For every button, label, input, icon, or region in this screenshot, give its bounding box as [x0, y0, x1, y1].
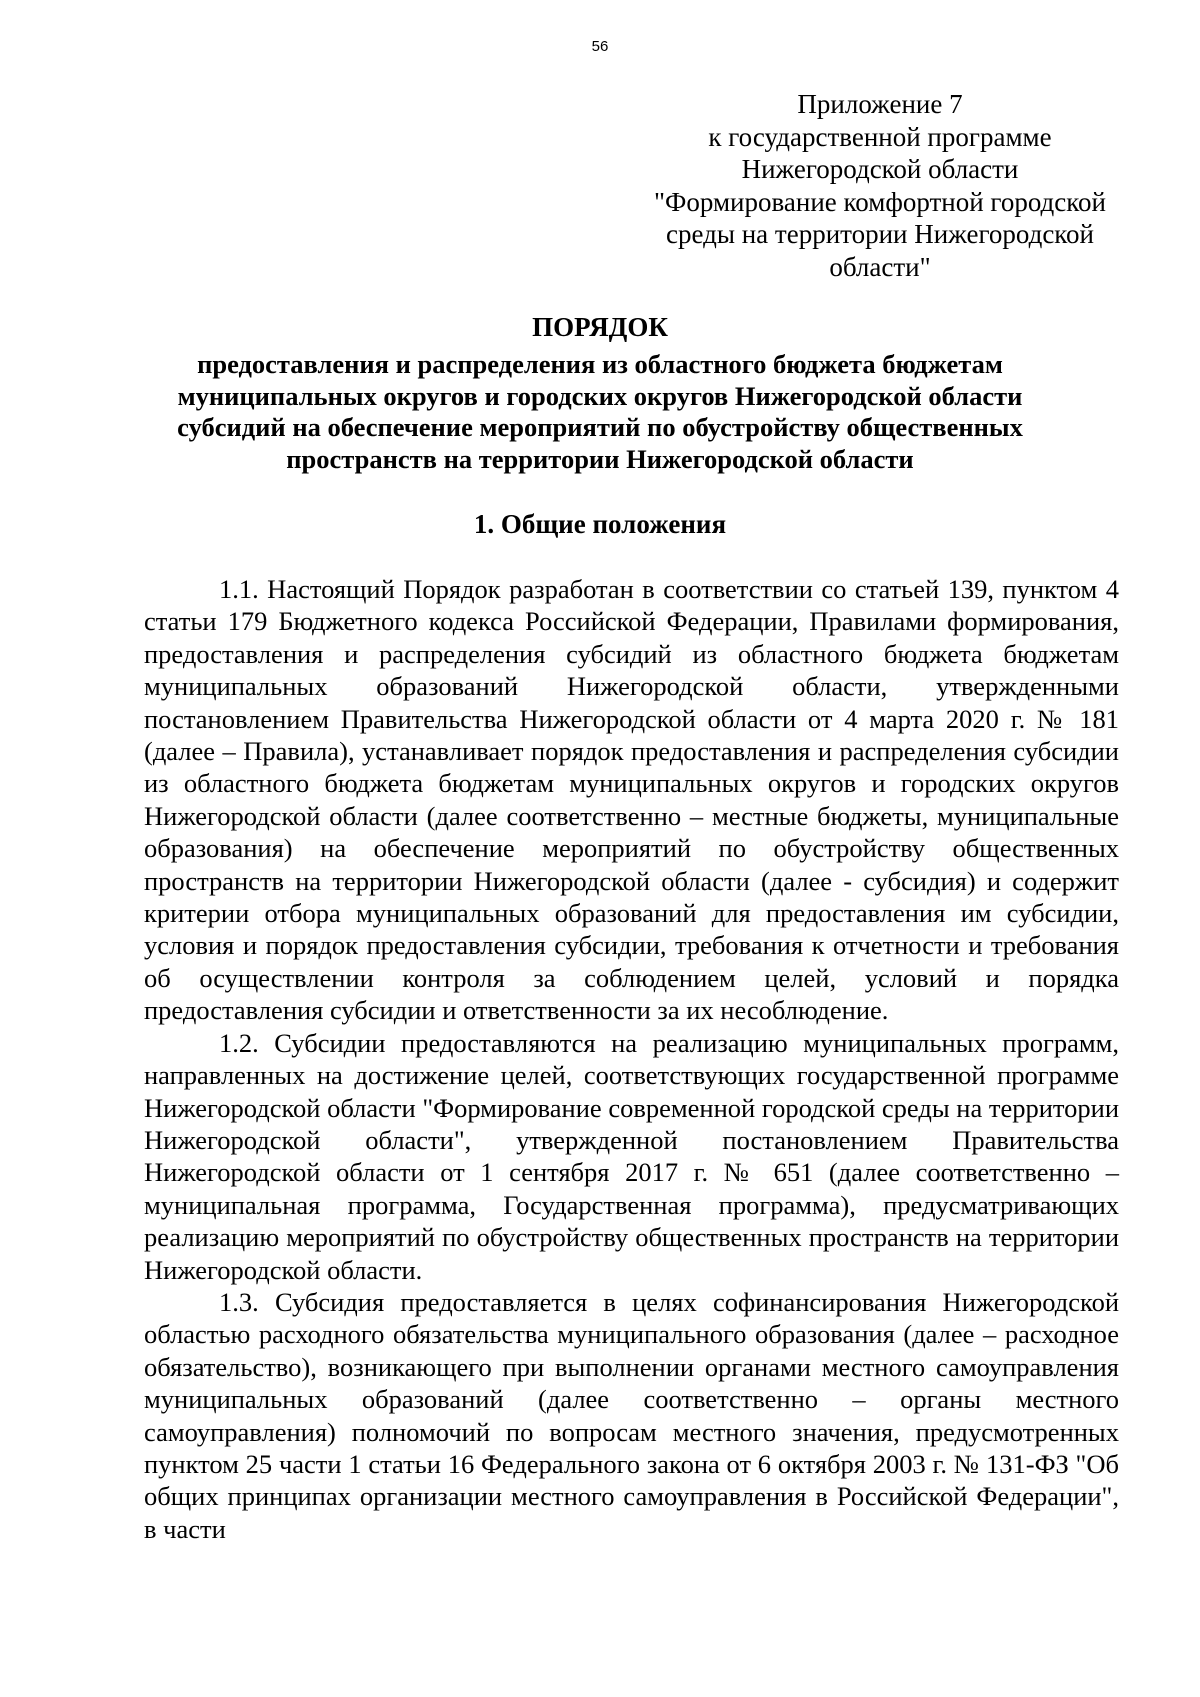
appendix-line: области" [829, 251, 931, 282]
appendix-line: к государственной программе [708, 121, 1052, 152]
subtitle-line: субсидий на обеспечение мероприятий по обустройству общественных [177, 412, 1023, 442]
subtitle-line: муниципальных округов и городских округов Нижегородской области [177, 380, 1023, 411]
appendix-line: Приложение 7 [797, 89, 963, 119]
document-title: ПОРЯДОК [532, 312, 668, 342]
page-number: 56 [591, 38, 609, 55]
section-heading: 1. Общие положения [473, 509, 727, 539]
appendix-line: Нижегородской области [741, 154, 1019, 185]
appendix-block [600, 88, 1160, 284]
appendix-line: среды на территории Нижегородской [665, 219, 1095, 250]
subtitle-line: пространств на территории Нижегородской области [286, 443, 914, 474]
paragraph-1-2: 1.2. Субсидии предоставляются на реализацию муниципальных программ, направленных на достижение целей, соответствующих государственной программе Нижегородской области "Формирование современной городской среды на территории Нижегородской области", утвержденной постановлением Правительства Нижегородской области от 1 сентября 2017 г. № 651 (далее соответственно – муниципальная программа, Государственная программа), предусматривающих реализацию мероприятий по обустройству общественных пространств на территории Нижегородской области. [144, 1027, 1119, 1285]
body-text [144, 573, 1119, 1545]
paragraph-1-3: 1.3. Субсидия предоставляется в целях софинансирования Нижегородской областью расходного обязательства муниципального образования (далее – расходное обязательство), возникающего при выполнении органами местного самоуправления муниципальных образований (далее соответственно – органы местного самоуправления) полномочий по вопросам местного значения, предусмотренных пунктом 25 части 1 статьи 16 Федерального закона от 6 октября 2003 г. № 131-ФЗ "Об общих принципах организации местного самоуправления в Российской Федерации", в части [144, 1286, 1119, 1544]
paragraph-1-1: 1.1. Настоящий Порядок разработан в соответствии со статьей 139, пунктом 4 статьи 179 Бюджетного кодекса Российской Федерации, Правилами формирования, предоставления и распределения субсидий из областного бюджета бюджетам муниципальных образований Нижегородской области, утвержденными постановлением Правительства Нижегородской области от 4 марта 2020 г. № 181 (далее – Правила), устанавливает порядок предоставления и распределения субсидии из областного бюджета бюджетам муниципальных округов и городских округов Нижегородской области (далее соответственно – местные бюджеты, муниципальные образования) на обеспечение мероприятий по обустройству общественных пространств на территории Нижегородской области (далее - субсидия) и содержит критерии отбора муниципальных образований для предоставления им субсидии, условия и порядок предоставления субсидии, требования к отчетности и требования об осуществлении контроля за соблюдением целей, условий и порядка предоставления субсидии и ответственности за их несоблюдение. [144, 574, 1119, 1026]
subtitle-line: предоставления и распределения из областного бюджета бюджетам [197, 349, 1003, 379]
appendix-line: "Формирование комфортной городской [654, 186, 1106, 217]
document-subtitle [0, 349, 1200, 475]
